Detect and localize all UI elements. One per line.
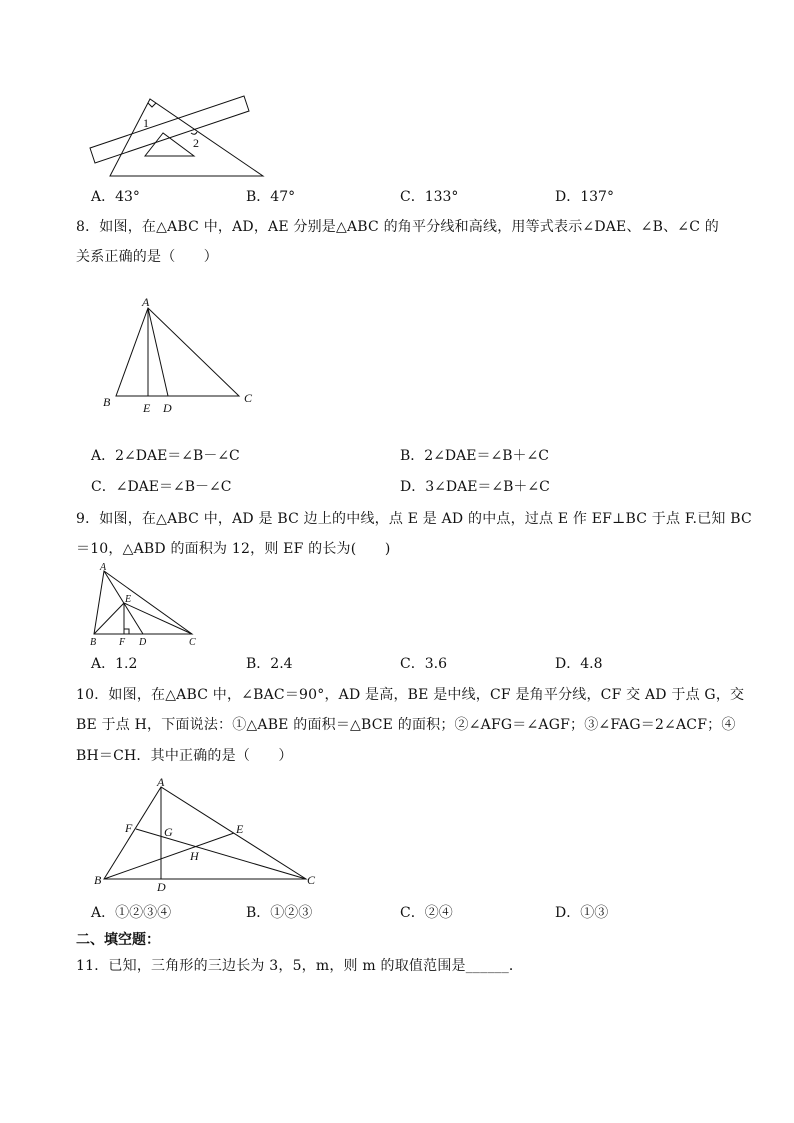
q10-option-c: C．②④ [400,905,453,921]
q10-label-a: A [157,775,165,789]
q10-median-be [104,833,234,879]
q8-option-c: C．∠DAE＝∠B－∠C [91,479,232,495]
q7-option-c: C．133° [400,189,459,205]
q9-option-b: B．2.4 [246,656,293,672]
q10-option-d: D．①③ [555,905,609,921]
q10-option-b: B．①②③ [246,905,313,921]
q9-stem-line2: ＝10，△ABD 的面积为 12，则 EF 的长为( ) [76,541,391,557]
q11-stem: 11．已知，三角形的三边长为 3，5，m，则 m 的取值范围是______． [76,958,524,974]
q9-stem-line1: 9．如图，在△ABC 中，AD 是 BC 边上的中线，点 E 是 AD 的中点，过点 E 作 EF⊥BC 于点 F.已知 BC [76,511,752,527]
q10-stem-line3: BH＝CH．其中正确的是（ ） [76,748,293,764]
q9-option-d: D．4.8 [555,656,603,672]
q10-stem-line2: BE 于点 H，下面说法：①△ABE 的面积＝△BCE 的面积；②∠AFG＝∠AGF；③∠FAG＝2∠ACF；④ [76,717,736,733]
q7-option-d: D．137° [555,189,614,205]
q9-option-c: C．3.6 [400,656,447,672]
q10-label-h: H [190,849,199,863]
q8-label-c: C [244,391,253,405]
q9-option-a: A．1.2 [91,656,138,672]
q8-label-b: B [103,395,111,409]
q9-label-c: C [189,637,196,648]
q7-label-2: 2 [193,136,199,150]
q9-label-f: F [119,637,126,648]
q8-label-a: A [142,295,150,309]
q10-label-f: F [125,821,133,835]
q9-label-b: B [90,637,97,648]
q10-triangle [104,787,306,879]
q10-label-e: E [236,822,244,836]
q10-label-d: D [157,880,166,894]
q9-label-a: A [100,562,107,573]
q8-option-b: B．2∠DAE＝∠B＋∠C [400,448,549,464]
q8-label-d: D [163,401,172,415]
q8-option-d: D．3∠DAE＝∠B＋∠C [400,479,550,495]
section-2-title: 二、填空题： [76,932,160,948]
q8-option-a: A．2∠DAE＝∠B－∠C [91,448,240,464]
q10-label-c: C [307,873,316,887]
q8-stem-line1: 8．如图，在△ABC 中，AD，AE 分别是△ABC 的角平分线和高线，用等式表示∠DAE、∠B、∠C 的 [76,219,719,235]
q9-label-d: D [139,637,147,648]
q8-label-e: E [143,401,151,415]
q10-option-a: A．①②③④ [91,905,172,921]
q7-option-a: A．43° [91,189,140,205]
q9-label-e: E [125,594,132,605]
q7-option-b: B．47° [246,189,296,205]
q10-label-g: G [164,825,173,839]
q8-stem-line2: 关系正确的是（ ） [76,249,218,265]
q10-label-b: B [94,873,102,887]
q10-stem-line1: 10．如图，在△ABC 中，∠BAC＝90°，AD 是高，BE 是中线，CF 是角平分线，CF 交 AD 于点 G，交 [76,687,745,703]
q7-label-1: 1 [143,116,149,130]
